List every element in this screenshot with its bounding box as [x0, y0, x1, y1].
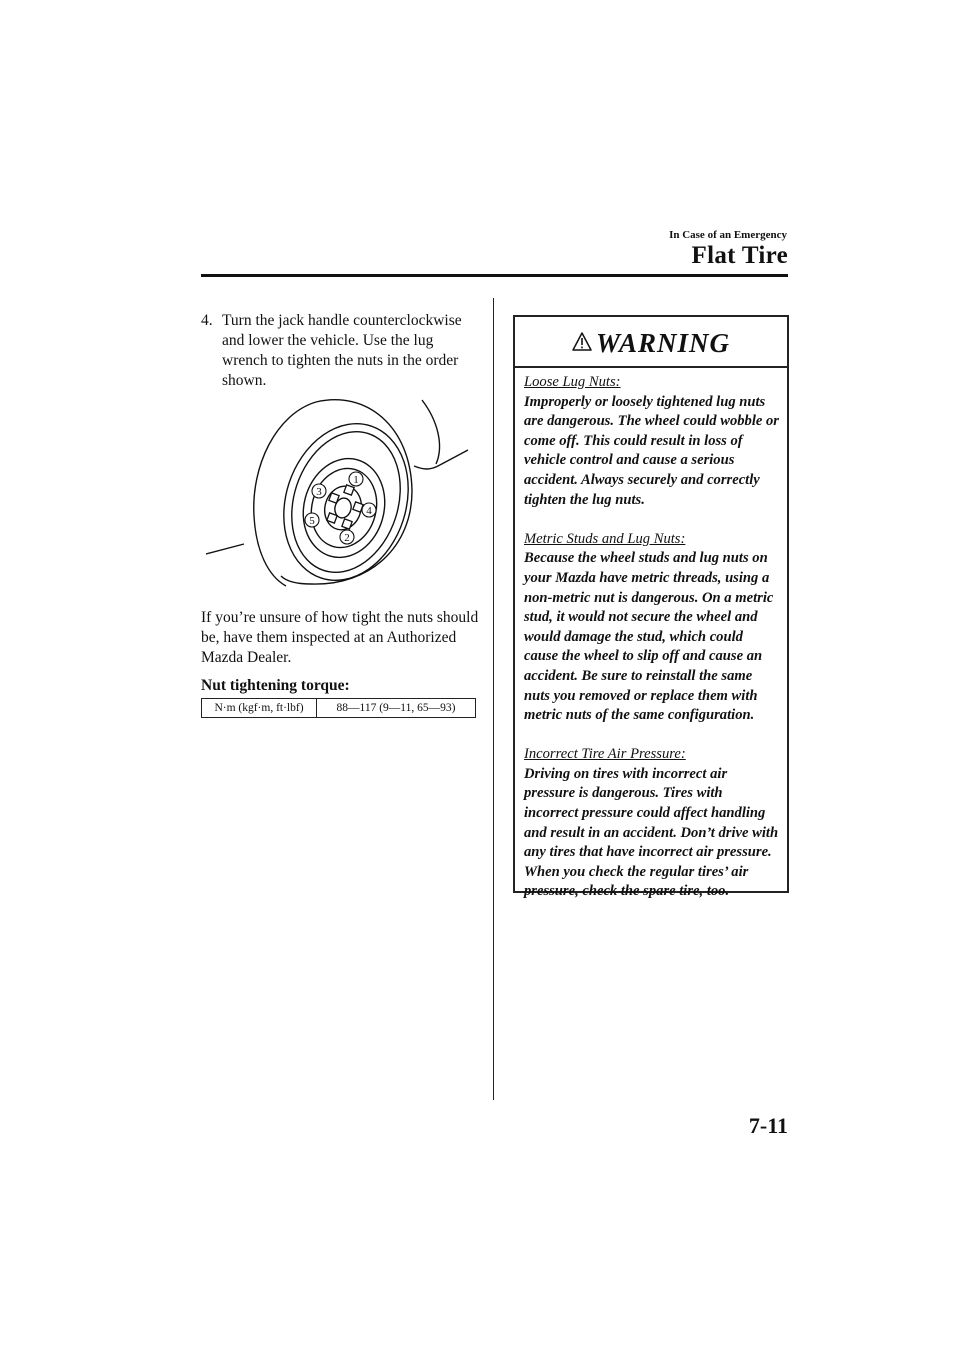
- nut-label-4: 4: [366, 505, 372, 517]
- nut-label-5: 5: [309, 515, 315, 527]
- torque-unit-cell: N·m (kgf·m, ft·lbf): [202, 699, 317, 718]
- step-number: 4.: [201, 312, 213, 329]
- torque-value-cell: 88—117 (9—11, 65—93): [317, 699, 476, 718]
- warning-triangle-icon: [572, 332, 592, 351]
- warning-section-tire-pressure: [524, 745, 779, 902]
- nut-label-1: 1: [353, 474, 359, 486]
- warning-text: Improperly or loosely tightened lug nuts are dangerous. The wheel could wobble or come off. This could result in loss of vehicle control and cause a serious accident. Always securely and correctly tighten the lug nuts.: [524, 393, 779, 508]
- torque-label: Nut tightening torque:: [201, 677, 350, 694]
- header-rule: [201, 274, 788, 277]
- warning-heading: Loose Lug Nuts:: [524, 374, 621, 390]
- step-4: [201, 311, 473, 391]
- warning-content: [524, 373, 779, 902]
- warning-heading: Incorrect Tire Air Pressure:: [524, 746, 686, 763]
- section-label: In Case of an Emergency: [669, 229, 787, 241]
- nut-label-2: 2: [344, 532, 350, 544]
- step-instruction: Turn the jack handle counterclockwise and lower the vehicle. Use the lug wrench to tighten the nuts in the order shown.: [222, 312, 462, 389]
- dealer-note: If you’re unsure of how tight the nuts should be, have them inspected at an Authorized Mazda Dealer.: [201, 609, 479, 666]
- warning-box: [513, 315, 789, 900]
- nut-label-3: 3: [316, 486, 322, 498]
- warning-section-loose-lug-nuts: [524, 373, 779, 510]
- warning-title: [515, 328, 787, 359]
- warning-heading: Metric Studs and Lug Nuts:: [524, 530, 686, 547]
- warning-title-text: WARNING: [595, 328, 731, 358]
- column-divider: [493, 298, 494, 1100]
- warning-text: Driving on tires with incorrect air pressure is dangerous. Tires with incorrect pressure could affect handling and result in an accident. Don’t drive with any tires that have incorrect air pressure. When you check the regular tires’ air pressure, check the spare tire, too.: [524, 765, 779, 900]
- page-number: 7-11: [748, 1113, 788, 1138]
- torque-table: [201, 698, 476, 718]
- page-title: Flat Tire: [691, 242, 788, 269]
- table-row: [202, 699, 476, 718]
- warning-text: Because the wheel studs and lug nuts on your Mazda have metric threads, using a non-metric nut is dangerous. On a metric stud, it would not secure the wheel and would damage the stud, which could cause the wheel to slip off and cause an accident. Be sure to reinstall the same nuts you removed or replace them with metric nuts of the same configuration.: [524, 550, 774, 724]
- warning-divider: [515, 366, 787, 368]
- tire-lug-nut-order-figure: [206, 396, 476, 592]
- warning-section-metric-studs: [524, 530, 779, 726]
